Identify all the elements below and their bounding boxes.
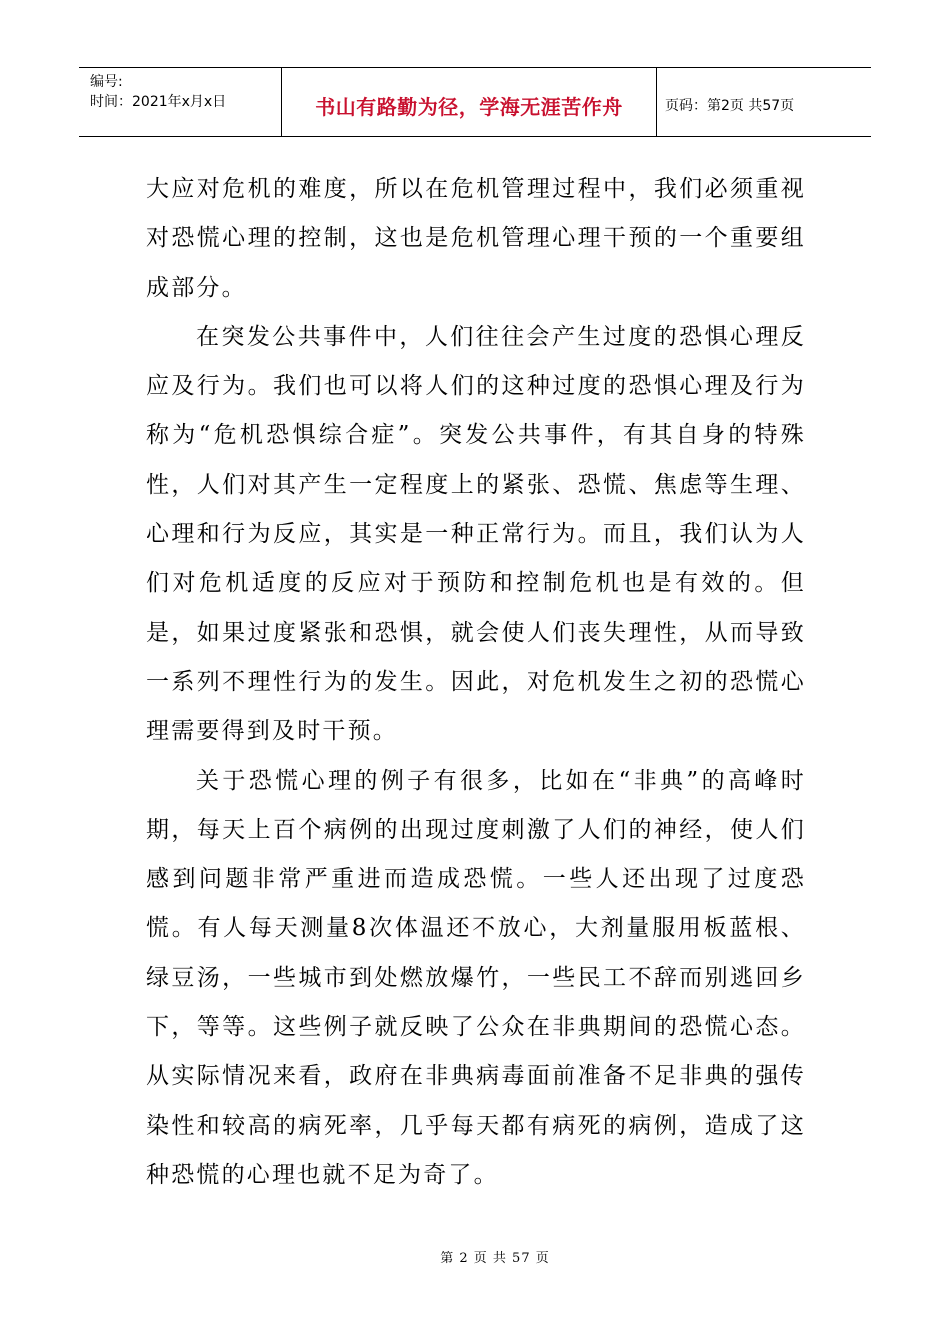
document-number-label: 编号: bbox=[90, 74, 123, 90]
header-meta bbox=[79, 68, 282, 136]
page-footer: 第 2 页 共 57 页 bbox=[440, 1251, 550, 1266]
paragraph: 在突发公共事件中，人们往往会产生过度的恐惧心理反应及行为。我们也可以将人们的这种过度的恐惧心理及行为称为“危机恐惧综合症”。突发公共事件，有其自身的特殊性，人们对其产生一定程度上的紧张、恐慌、焦虑等生理、心理和行为反应，其实是一种正常行为。而且，我们认为人们对危机适度的反应对于预防和控制危机也是有效的。但是，如果过度紧张和恐惧，就会使人们丧失理性，从而导致一系列不理性行为的发生。因此，对危机发生之初的恐慌心理需要得到及时干预。 bbox=[146, 323, 806, 745]
document-body bbox=[146, 165, 806, 1200]
header-page-info: 页码：第2页 共57页 bbox=[665, 98, 795, 114]
paragraph-continuation: 大应对危机的难度，所以在危机管理过程中，我们必须重视对恐慌心理的控制，这也是危机管理心理干预的一个重要组成部分。 bbox=[146, 176, 806, 301]
header-motto-cell bbox=[282, 68, 657, 136]
header-page-cell bbox=[657, 68, 871, 136]
header-motto: 书山有路勤为径，学海无涯苦作舟 bbox=[315, 94, 623, 119]
page-header bbox=[79, 67, 871, 137]
paragraph: 关于恐慌心理的例子有很多，比如在“非典”的高峰时期，每天上百个病例的出现过度刺激了人们的神经，使人们感到问题非常严重进而造成恐慌。一些人还出现了过度恐慌。有人每天测量8次体温还不放心，大剂量服用板蓝根、绿豆汤，一些城市到处燃放爆竹，一些民工不辞而别逃回乡下，等等。这些例子就反映了公众在非典期间的恐慌心态。从实际情况来看，政府在非典病毒面前准备不足非典的强传染性和较高的病死率，几乎每天都有病死的病例，造成了这种恐慌的心理也就不足为奇了。 bbox=[146, 767, 806, 1188]
document-time-label: 时间：2021年x月x日 bbox=[90, 94, 227, 110]
